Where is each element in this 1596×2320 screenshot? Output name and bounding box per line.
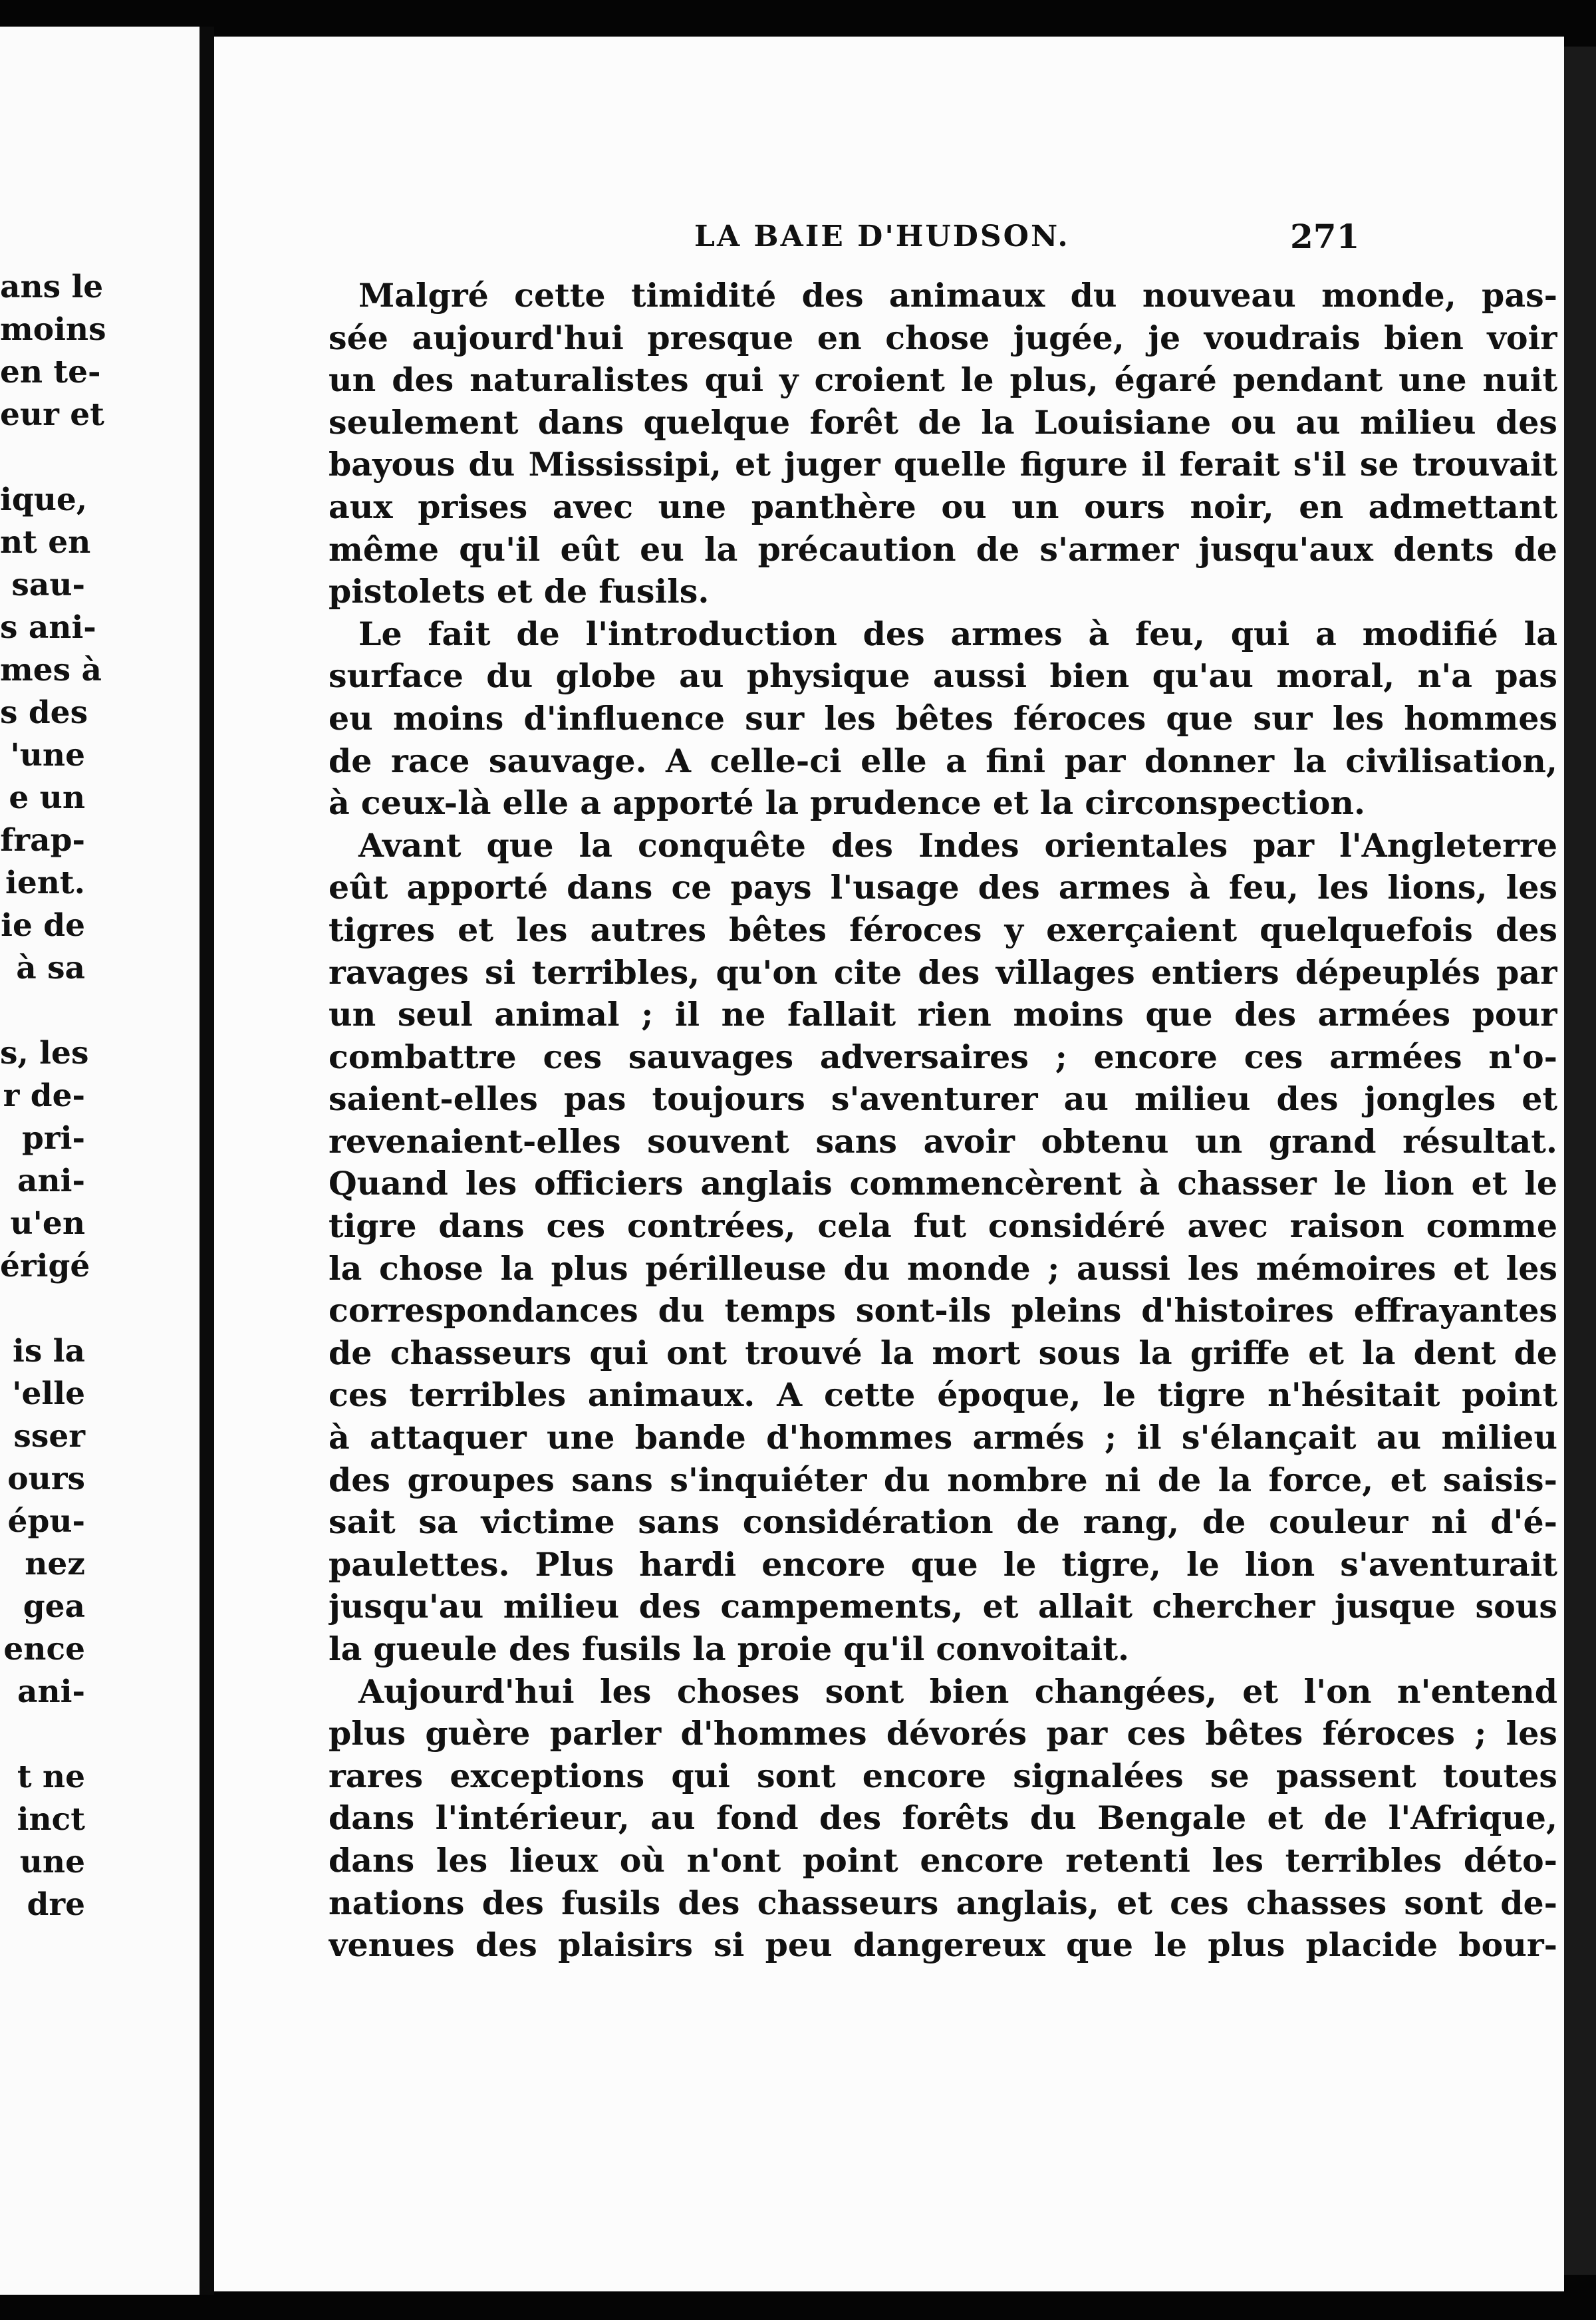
left-page-fragment: épu- [7, 1503, 85, 1540]
page-number: 271 [1290, 217, 1360, 256]
left-page-fragment: moins [0, 311, 106, 348]
text-line: paulettes. Plus hardi encore que le tigre, le lion s'aventurait [329, 1544, 1557, 1584]
text-line: un des naturalistes qui y croient le plus, égaré pendant une nuit [329, 361, 1557, 400]
book-gutter [200, 27, 214, 2295]
page-header [214, 219, 1564, 266]
text-line: ravages si terribles, qu'on cite des villages entiers dépeuplés par [329, 952, 1557, 992]
left-page-fragment: eur et [0, 396, 104, 433]
left-page-fragment: à sa [16, 950, 85, 986]
left-page-fragment: gea [23, 1588, 85, 1625]
left-page-fragment: ique, [0, 482, 88, 518]
left-page-fragment: sau- [11, 567, 85, 603]
text-line: de race sauvage. A celle-ci elle a fini par donner la civilisation, [329, 741, 1557, 780]
text-line: jusqu'au milieu des campements, et allait chercher jusque sous [329, 1587, 1557, 1626]
text-line: Quand les officiers anglais commencèrent à chasser le lion et le [329, 1164, 1557, 1203]
text-line: des groupes sans s'inquiéter du nombre ni de la force, et saisis- [329, 1460, 1557, 1499]
left-page-fragment: inct [17, 1801, 85, 1838]
left-page-fragment [0, 990, 200, 1032]
left-facing-page [0, 27, 200, 2295]
left-page-fragment: e un [9, 780, 85, 816]
text-line: pistolets et de fusils. [329, 572, 710, 611]
left-page-fragment: s des [0, 694, 88, 731]
left-page-fragment: ence [3, 1631, 85, 1668]
text-line: même qu'il eût eu la précaution de s'armer jusqu'aux dents de [329, 529, 1557, 569]
text-line: saient-elles pas toujours s'aventurer au milieu des jongles et [329, 1080, 1557, 1119]
left-page-fragment: frap- [0, 822, 85, 859]
left-page-fragment: ours [7, 1461, 85, 1497]
left-page-fragment [0, 1288, 200, 1330]
text-line: aux prises avec une panthère ou un ours noir, en admettant [329, 487, 1557, 526]
left-page-fragment: u'en [10, 1205, 85, 1242]
body-text [329, 275, 1557, 1967]
text-line: Le fait de l'introduction des armes à feu, qui a modifié la [358, 614, 1557, 653]
left-page-fragment: érigé [0, 1248, 90, 1284]
text-line: combattre ces sauvages adversaires ; encore ces armées n'o- [329, 1037, 1557, 1076]
left-page-fragment: nt en [0, 524, 91, 561]
text-line: Avant que la conquête des Indes orientales par l'Angleterre [358, 825, 1557, 865]
text-line: eu moins d'influence sur les bêtes féroces que sur les hommes [329, 698, 1557, 738]
left-page-fragment: 'une [10, 737, 85, 774]
text-line: sée aujourd'hui presque en chose jugée, je voudrais bien voir [329, 318, 1557, 357]
left-page-fragment: sser [13, 1418, 85, 1455]
left-page-fragment: is la [13, 1333, 85, 1370]
text-line: Malgré cette timidité des animaux du nouveau monde, pas- [358, 276, 1557, 315]
left-page-fragment: ans le [0, 269, 104, 305]
left-page-fragment [0, 1713, 200, 1756]
left-page-fragment: t ne [17, 1759, 85, 1795]
left-page-fragment: 'elle [12, 1376, 85, 1412]
text-line: nations des fusils des chasseurs anglais, et ces chasses sont de- [329, 1883, 1557, 1922]
text-line: la gueule des fusils la proie qu'il convoitait. [329, 1630, 1130, 1668]
text-line: la chose la plus périlleuse du monde ; aussi les mémoires et les [329, 1248, 1557, 1288]
text-line: tigres et les autres bêtes féroces y exerçaient quelquefois des [329, 910, 1557, 949]
text-line: tigre dans ces contrées, cela fut considéré avec raison comme [329, 1207, 1557, 1246]
text-line: eût apporté dans ce pays l'usage des armes à feu, les lions, les [329, 868, 1557, 907]
left-page-fragment: r de- [3, 1078, 85, 1114]
text-line: dans les lieux où n'ont point encore retenti les terribles déto- [329, 1840, 1557, 1880]
left-page-fragment [0, 436, 200, 479]
left-page-fragment: pri- [22, 1120, 85, 1157]
page-edge [1564, 47, 1596, 2275]
text-line: revenaient-elles souvent sans avoir obtenu un grand résultat. [329, 1121, 1557, 1161]
text-line: plus guère parler d'hommes dévorés par ces bêtes féroces ; les [329, 1714, 1557, 1753]
text-line: correspondances du temps sont-ils pleins d'histoires effrayantes [329, 1291, 1557, 1330]
left-page-fragment: ani- [17, 1163, 85, 1199]
left-page-fragment: en te- [0, 354, 101, 390]
text-line: bayous du Mississipi, et juger quelle figure il ferait s'il se trouvait [329, 445, 1557, 484]
text-line: ces terribles animaux. A cette époque, le tigre n'hésitait point [329, 1376, 1557, 1415]
left-page-fragment: ient. [5, 865, 85, 901]
text-line: sait sa victime sans considération de rang, de couleur ni d'é- [329, 1503, 1557, 1542]
right-page [214, 37, 1564, 2291]
text-line: rares exceptions qui sont encore signalées se passent toutes [329, 1756, 1557, 1795]
text-line: Aujourd'hui les choses sont bien changées, et l'on n'entend [358, 1671, 1557, 1711]
text-line: à attaquer une bande d'hommes armés ; il s'élançait au milieu [329, 1418, 1557, 1457]
left-page-fragment: ani- [17, 1673, 85, 1710]
left-page-fragment: s ani- [0, 609, 96, 646]
left-page-fragment: dre [27, 1886, 85, 1923]
text-line: venues des plaisirs si peu dangereux que le plus placide bour- [329, 1926, 1557, 1965]
left-page-text-fragments [0, 266, 200, 1926]
running-title: LA BAIE D'HUDSON. [694, 219, 1070, 253]
text-line: à ceux-là elle a apporté la prudence et la circonspection. [329, 784, 1366, 823]
left-page-fragment: une [19, 1844, 85, 1880]
text-line: de chasseurs qui ont trouvé la mort sous la griffe et la dent de [329, 1333, 1557, 1372]
left-page-fragment: ie de [1, 907, 85, 944]
text-line: seulement dans quelque forêt de la Louisiane ou au milieu des [329, 402, 1557, 442]
text-line: un seul animal ; il ne fallait rien moins que des armées pour [329, 995, 1557, 1034]
left-page-fragment: nez [25, 1546, 85, 1582]
text-line: surface du globe au physique aussi bien qu'au moral, n'a pas [329, 656, 1557, 696]
text-line: dans l'intérieur, au fond des forêts du Bengale et de l'Afrique, [329, 1799, 1557, 1838]
left-page-fragment: mes à [0, 652, 102, 688]
left-page-fragment: s, les [0, 1035, 89, 1072]
